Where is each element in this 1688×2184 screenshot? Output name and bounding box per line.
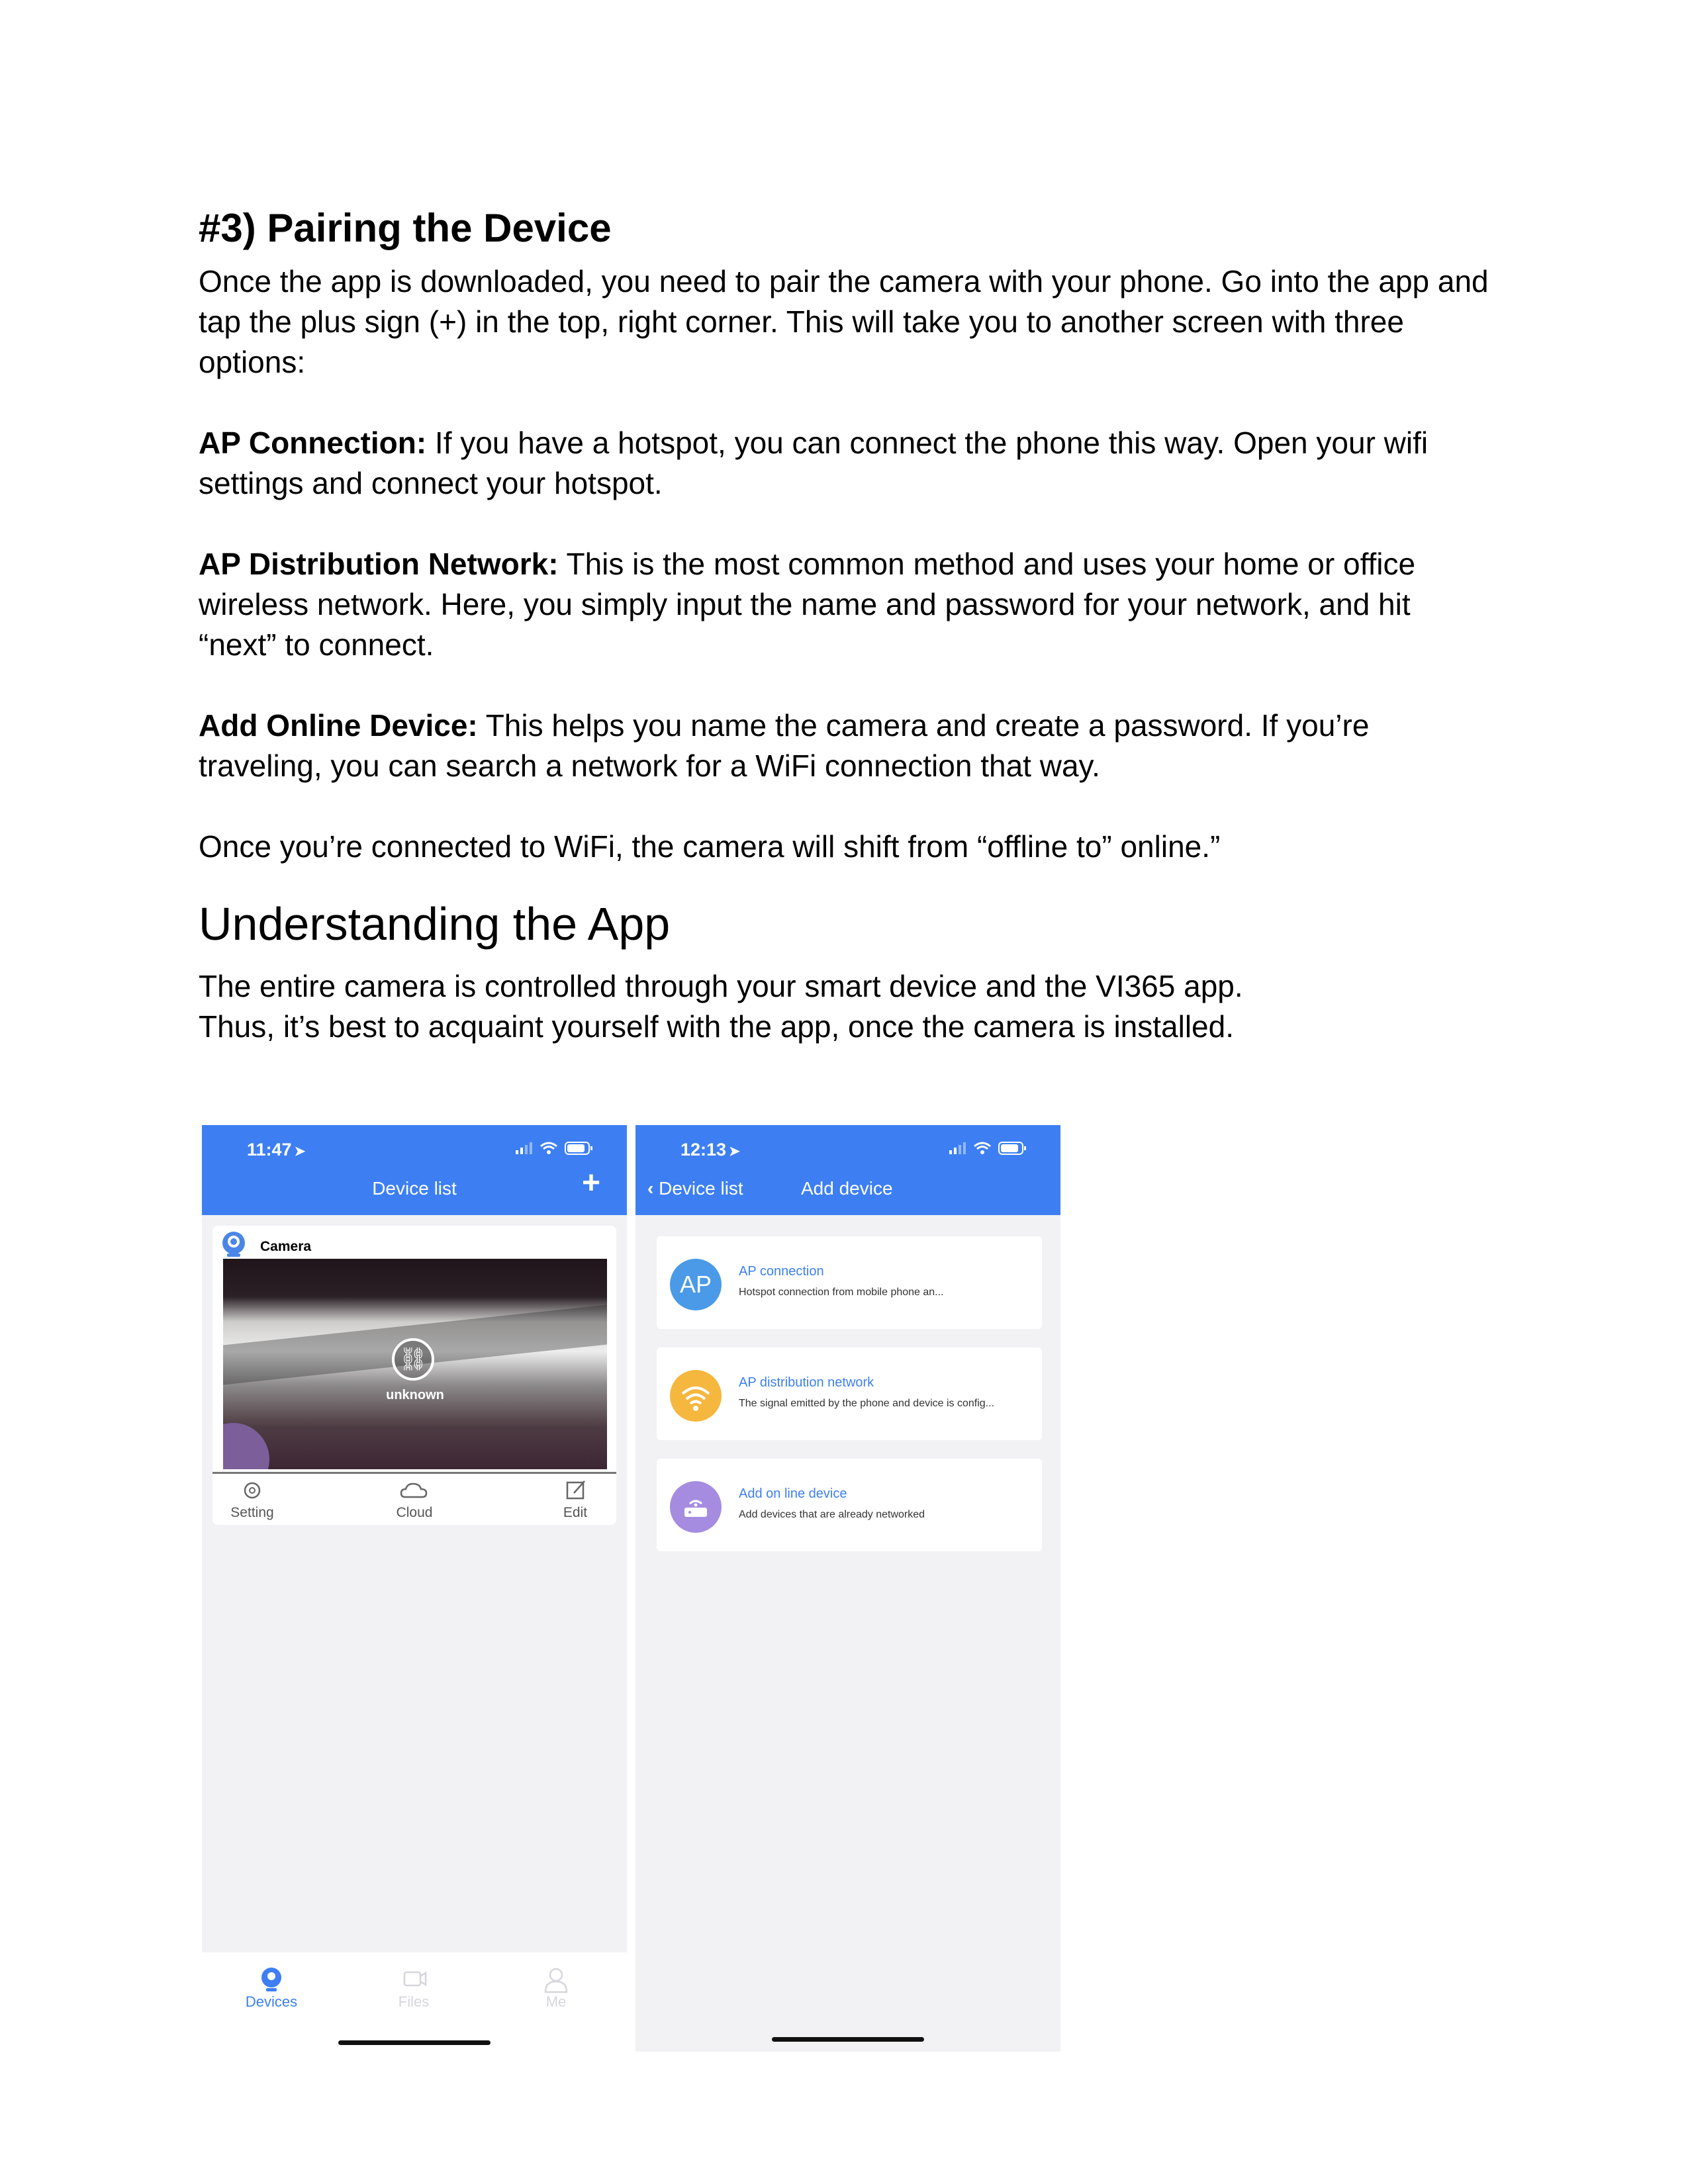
pairing-heading: #3) Pairing the Device: [199, 206, 612, 250]
ap-distribution-line-3: “next” to connect.: [199, 627, 434, 662]
screen-title: Add device: [801, 1178, 893, 1199]
person-icon: [516, 1966, 596, 1993]
option-ap-distribution[interactable]: [657, 1347, 1042, 1440]
signal-icon: [514, 1142, 533, 1154]
back-label: Device list: [659, 1178, 743, 1199]
intro-line-3: options:: [199, 345, 306, 379]
add-device-button[interactable]: +: [581, 1165, 600, 1201]
camera-status: unknown: [386, 1388, 444, 1402]
wifi-icon: [539, 1142, 558, 1155]
intro-paragraph: [199, 261, 1509, 383]
option-description: Add devices that are already networked: [739, 1509, 925, 1520]
edit-button[interactable]: [536, 1477, 615, 1521]
home-indicator: [338, 2040, 491, 2045]
ap-distribution-line-2: wireless network. Here, you simply input the name and password for your network, and hit: [199, 587, 1411, 621]
section-heading: Understanding the App: [199, 898, 671, 950]
nav-devices[interactable]: [232, 1966, 311, 2011]
home-indicator: [772, 2037, 924, 2042]
nav-files-label: Files: [398, 1993, 430, 2010]
cloud-button[interactable]: [375, 1477, 454, 1521]
ap-connection-paragraph: [199, 423, 1509, 504]
nav-me-label: Me: [545, 1993, 567, 2010]
status-icons: [514, 1141, 594, 1156]
status-time: 11:47 ➤: [247, 1140, 306, 1160]
location-arrow-icon: ➤: [294, 1144, 306, 1159]
add-device-screenshot: [635, 1125, 1060, 2052]
edit-icon: [536, 1477, 615, 1504]
nav-devices-label: Devices: [245, 1993, 298, 2010]
option-add-online-device[interactable]: [657, 1459, 1042, 1551]
add-online-line-2: traveling, you can search a network for a WiFi connection that way.: [199, 749, 1100, 783]
setting-label: Setting: [230, 1505, 274, 1520]
device-list-screenshot: [202, 1125, 627, 2052]
app-header: [202, 1125, 627, 1215]
ap-distribution-paragraph: [199, 544, 1509, 665]
connected-note: Once you’re connected to WiFi, the camera will shift from “offline to” online.”: [199, 829, 1221, 864]
router-icon: [670, 1481, 722, 1533]
edit-label: Edit: [563, 1505, 588, 1520]
signal-icon: [948, 1142, 966, 1154]
chevron-left-icon: ‹: [647, 1178, 654, 1199]
camera-preview[interactable]: [223, 1259, 607, 1469]
status-time: 12:13 ➤: [680, 1140, 740, 1160]
back-button[interactable]: [647, 1178, 743, 1199]
cloud-label: Cloud: [396, 1505, 433, 1520]
add-online-paragraph: [199, 705, 1509, 786]
option-title: AP distribution network: [739, 1375, 874, 1390]
location-arrow-icon: ➤: [729, 1144, 740, 1159]
option-title: Add on line device: [739, 1486, 847, 1501]
section-line-1: The entire camera is controlled through your smart device and the VI365 app.: [199, 969, 1243, 1003]
camera-card[interactable]: [212, 1226, 616, 1525]
nav-files[interactable]: [374, 1966, 453, 2011]
setting-button[interactable]: [212, 1477, 292, 1521]
wifi-icon: [973, 1142, 992, 1155]
battery-icon: [565, 1141, 594, 1156]
option-ap-connection[interactable]: [657, 1236, 1042, 1329]
wifi-icon: [670, 1370, 722, 1422]
option-description: Hotspot connection from mobile phone an...: [739, 1287, 944, 1298]
status-icons: [948, 1141, 1027, 1156]
ap-connection-line-2: settings and connect your hotspot.: [199, 466, 663, 500]
section-paragraph: [199, 966, 1509, 1047]
nav-me[interactable]: [516, 1966, 596, 2011]
screen-title: Device list: [372, 1178, 457, 1199]
ap-icon: AP: [670, 1259, 722, 1310]
intro-line-2: tap the plus sign (+) in the top, right corner. This will take you to another screen with three: [199, 304, 1404, 339]
ap-connection-line-1: If you have a hotspot, you can connect the phone this way. Open your wifi: [426, 426, 1429, 460]
devices-icon: [232, 1966, 311, 1993]
add-online-label: Add Online Device:: [199, 708, 478, 743]
option-title: AP connection: [739, 1264, 824, 1279]
camera-icon: [220, 1230, 247, 1259]
ap-distribution-line-1: This is the most common method and uses your home or office: [558, 547, 1416, 581]
battery-icon: [998, 1141, 1027, 1156]
gear-icon: [212, 1477, 292, 1504]
unlink-icon: ⛓: [392, 1338, 434, 1381]
app-header: [635, 1125, 1060, 1215]
option-description: The signal emitted by the phone and device is config...: [739, 1398, 995, 1409]
add-online-line-1: This helps you name the camera and create a password. If you’re: [477, 708, 1370, 743]
document-body: [199, 205, 1509, 1047]
section-line-2: Thus, it’s best to acquaint yourself with the app, once the camera is installed.: [199, 1009, 1234, 1044]
ap-distribution-label: AP Distribution Network:: [199, 547, 559, 581]
ap-connection-label: AP Connection:: [199, 426, 427, 460]
bottom-navigation: [202, 1952, 627, 2052]
cloud-icon: [375, 1477, 454, 1504]
intro-line-1: Once the app is downloaded, you need to pair the camera with your phone. Go into the app and: [199, 264, 1489, 298]
camera-name: Camera: [260, 1239, 312, 1254]
files-icon: [374, 1966, 453, 1993]
